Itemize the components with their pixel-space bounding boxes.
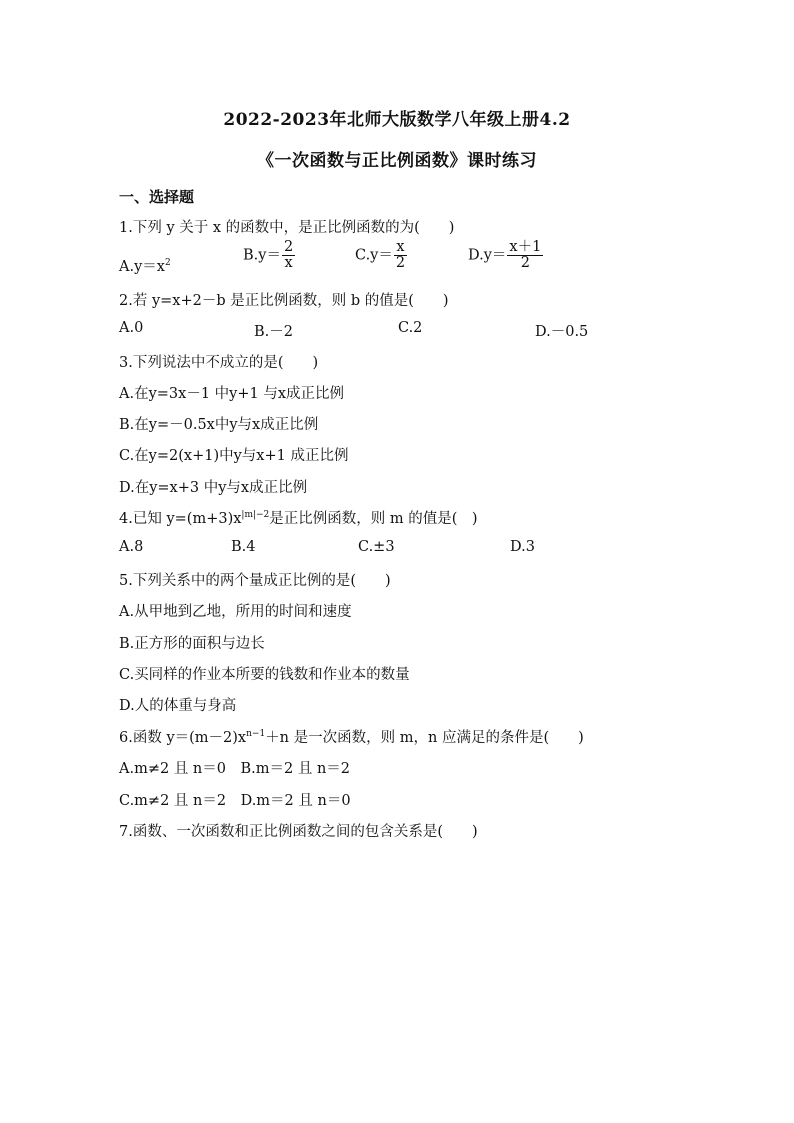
question-1-option-b bbox=[243, 240, 296, 271]
question-6-options-row-2: C.m≠2 且 n＝2 D.m＝2 且 n＝0 bbox=[119, 793, 351, 809]
question-4-option-a: A.8 bbox=[119, 539, 144, 555]
fraction-denominator: 2 bbox=[395, 255, 406, 272]
fraction bbox=[507, 240, 543, 271]
question-6-stem bbox=[119, 726, 584, 747]
question-6-options-row-1: A.m≠2 且 n＝0 B.m＝2 且 n＝2 bbox=[119, 761, 351, 777]
question-4-stem bbox=[119, 507, 478, 528]
question-6-exponent: n−1 bbox=[246, 729, 266, 739]
question-3-option-a: A.在y=3x－1 中y+1 与x成正比例 bbox=[119, 386, 345, 402]
question-1-option-c bbox=[355, 240, 408, 271]
title-line-2: 《一次函数与正比例函数》课时练习 bbox=[257, 151, 537, 171]
question-5-option-a: A.从甲地到乙地，所用的时间和速度 bbox=[119, 604, 352, 620]
question-1-option-d bbox=[468, 240, 544, 271]
question-2-option-c: C.2 bbox=[398, 320, 423, 336]
fraction-numerator: x＋1 bbox=[509, 239, 542, 255]
fraction bbox=[394, 240, 407, 271]
fraction-numerator: 2 bbox=[283, 239, 294, 255]
question-6-stem-end: ＋n 是一次函数，则 m，n 应满足的条件是( ) bbox=[265, 730, 584, 746]
question-1-option-a bbox=[119, 255, 171, 276]
question-5-stem: 5.下列关系中的两个量成正比例的是( ) bbox=[119, 573, 391, 589]
option-a-exponent: 2 bbox=[164, 258, 171, 268]
question-1-stem: 1.下列 y 关于 x 的函数中，是正比例函数的为( ) bbox=[119, 220, 455, 236]
title-line-1: 2022-2023年北师大版数学八年级上册4.2 bbox=[223, 110, 571, 130]
question-7-stem: 7.函数、一次函数和正比例函数之间的包含关系是( ) bbox=[119, 824, 478, 840]
section-heading: 一、选择题 bbox=[119, 188, 195, 206]
question-3-stem: 3.下列说法中不成立的是( ) bbox=[119, 355, 319, 371]
fraction-denominator: x bbox=[284, 255, 293, 272]
question-6-stem-start: 6.函数 y＝(m－2)x bbox=[119, 730, 247, 746]
question-2-option-a: A.0 bbox=[119, 320, 144, 336]
question-4-exponent: |m|−2 bbox=[241, 510, 270, 520]
fraction bbox=[282, 240, 295, 271]
option-a-text: A.y＝x bbox=[119, 259, 165, 275]
question-2-stem: 2.若 y=x+2－b 是正比例函数，则 b 的值是( ) bbox=[119, 293, 449, 309]
question-2-option-d: D.－0.5 bbox=[535, 324, 589, 340]
question-4-option-b: B.4 bbox=[231, 539, 256, 555]
question-4-stem-end: 是正比例函数，则 m 的值是( ) bbox=[269, 511, 478, 527]
option-d-text: D.y＝ bbox=[468, 247, 507, 264]
fraction-numerator: x bbox=[396, 239, 405, 255]
question-5-option-b: B.正方形的面积与边长 bbox=[119, 636, 265, 652]
question-4-stem-start: 4.已知 y=(m+3)x bbox=[119, 511, 242, 527]
question-4-option-d: D.3 bbox=[510, 539, 535, 555]
fraction-denominator: 2 bbox=[520, 255, 530, 272]
question-4-option-c: C.±3 bbox=[358, 539, 395, 555]
question-3-option-c: C.在y=2(x+1)中y与x+1 成正比例 bbox=[119, 448, 349, 464]
option-c-text: C.y＝ bbox=[355, 247, 393, 264]
option-b-text: B.y＝ bbox=[243, 247, 281, 264]
question-3-option-b: B.在y=－0.5x中y与x成正比例 bbox=[119, 417, 319, 433]
question-5-option-c: C.买同样的作业本所要的钱数和作业本的数量 bbox=[119, 667, 410, 683]
question-2-option-b: B.－2 bbox=[254, 324, 293, 340]
question-3-option-d: D.在y=x+3 中y与x成正比例 bbox=[119, 480, 308, 496]
question-5-option-d: D.人的体重与身高 bbox=[119, 698, 237, 714]
